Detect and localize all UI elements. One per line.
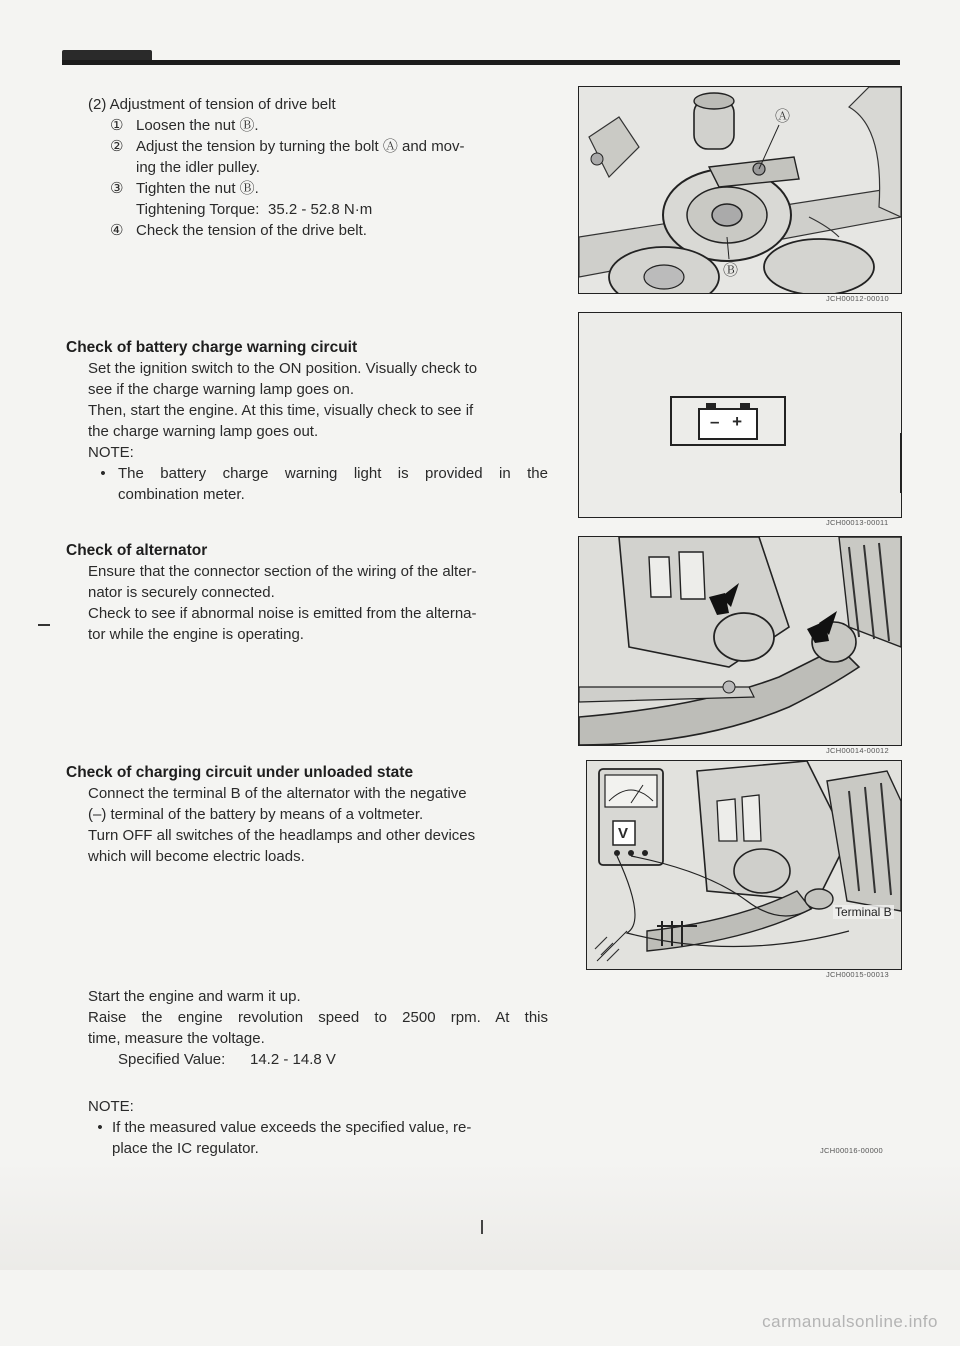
figure-battery-warning [578, 312, 902, 518]
alternator-check-heading: Check of alternator [66, 542, 208, 559]
alternator-line-2: nator is securely connected. [88, 584, 275, 601]
watermark: carmanualsonline.info [762, 1312, 938, 1331]
figure-code-3: JCH00014-00012 [826, 746, 889, 755]
footer-band [0, 1160, 960, 1270]
adjustment-step-2: ② Adjust the tension by turning the bolt Ⓐ and mov- [110, 138, 465, 155]
battery-check-line-3: Then, start the engine. At this time, visually check to see if [88, 402, 474, 419]
terminal-b-label: Terminal B [835, 905, 892, 919]
charging-note: • If the measured value exceeds the specified value, re- place the IC regulator. [97, 1119, 472, 1157]
battery-check-line-4: the charge warning lamp goes out. [88, 423, 319, 440]
torque-spec: Tightening Torque: 35.2 - 52.8 N·m [136, 201, 373, 218]
charging-note-label: NOTE: [88, 1098, 134, 1115]
margin-mark [38, 624, 50, 626]
adjustment-section [88, 94, 558, 241]
header-rule [62, 60, 900, 65]
charging-line-1: Connect the terminal B of the alternator with the negative [88, 785, 467, 802]
adjustment-title: (2) Adjustment of tension of drive belt [88, 96, 336, 113]
voltmeter-icon: V [618, 825, 629, 842]
voltage-spec: Specified Value: 14.2 - 14.8 V [118, 1051, 336, 1068]
battery-note-label: NOTE: [88, 444, 134, 461]
adjustment-step-4: ④ Check the tension of the drive belt. [110, 222, 367, 239]
charging-line-7: time, measure the voltage. [88, 1030, 265, 1047]
charging-check-section [66, 762, 556, 867]
drive-belt-illustration [579, 87, 901, 293]
charging-measure-section [88, 986, 558, 1159]
callout-a: Ⓐ [775, 108, 791, 125]
battery-note: • The battery charge warning light is provided in the combination meter. [100, 465, 548, 503]
adjustment-step-1: ① Loosen the nut Ⓑ. [110, 117, 259, 134]
figure-voltmeter-connection [586, 760, 902, 970]
charging-check-heading: Check of charging circuit under unloaded state [66, 764, 414, 781]
alternator-illustration [579, 537, 901, 745]
callout-b: Ⓑ [723, 262, 739, 279]
battery-check-line-1: Set the ignition switch to the ON position. Visually check to [88, 360, 478, 377]
figure-drive-belt [578, 86, 902, 294]
figure-code-5: JCH00016-00000 [820, 1146, 883, 1155]
voltmeter-illustration [587, 761, 901, 969]
battery-check-heading: Check of battery charge warning circuit [66, 339, 358, 356]
battery-check-section [66, 337, 556, 505]
adjustment-step-3: ③ Tighten the nut Ⓑ. [110, 180, 259, 197]
charging-line-3: Turn OFF all switches of the headlamps and other devices [88, 827, 476, 844]
charging-line-6: Raise the engine revolution speed to 2500 rpm. At this [88, 1009, 548, 1026]
figure-code-4: JCH00015-00013 [826, 970, 889, 979]
battery-check-line-2: see if the charge warning lamp goes on. [88, 381, 354, 398]
alternator-check-section [66, 540, 556, 645]
alternator-line-4: tor while the engine is operating. [88, 626, 304, 643]
charging-line-2: (–) terminal of the battery by means of a voltmeter. [88, 806, 424, 823]
charging-line-4: which will become electric loads. [88, 848, 305, 865]
page-number-mark [481, 1220, 483, 1234]
alternator-line-3: Check to see if abnormal noise is emitted from the alterna- [88, 605, 477, 622]
figure-code-1: JCH00012-00010 [826, 294, 889, 303]
figure-alternator-connector [578, 536, 902, 746]
charging-line-5: Start the engine and warm it up. [88, 988, 301, 1005]
alternator-line-1: Ensure that the connector section of the wiring of the alter- [88, 563, 477, 580]
battery-icon: – + [710, 412, 747, 431]
figure-code-2: JCH00013-00011 [826, 518, 889, 527]
adjustment-step-2-cont: ing the idler pulley. [136, 159, 260, 176]
